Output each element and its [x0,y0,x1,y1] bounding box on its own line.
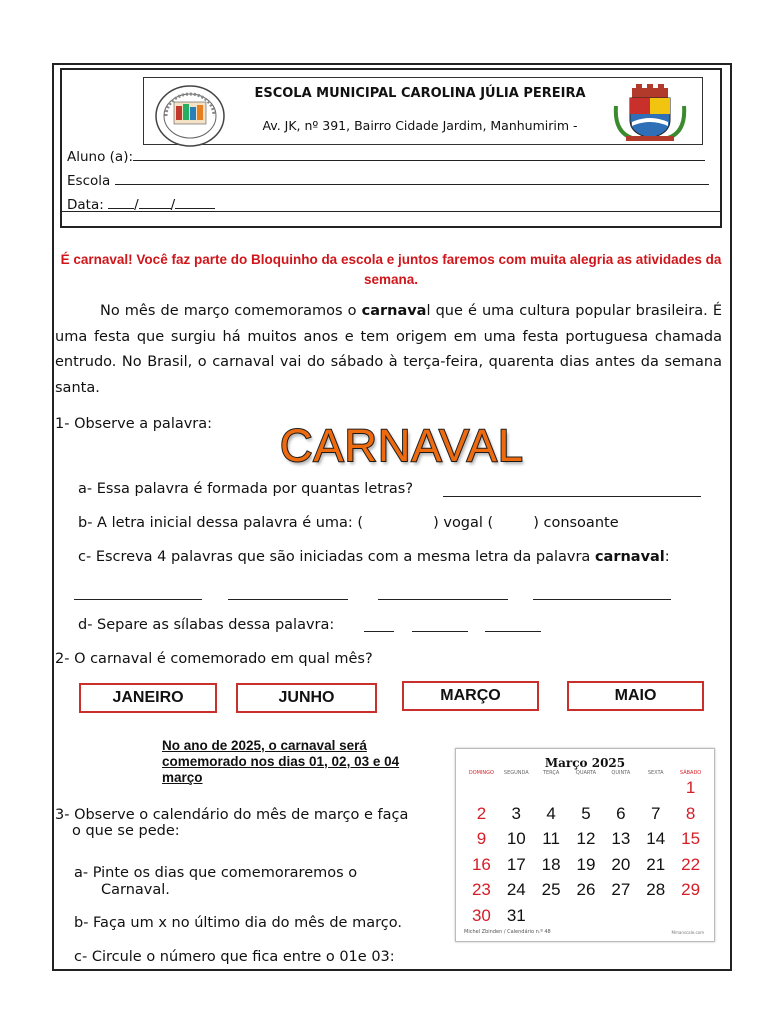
answer-1c-blank-2[interactable] [228,599,348,600]
option-maio[interactable]: MAIO [567,681,704,711]
answer-1c-blank-1[interactable] [74,599,202,600]
answer-1c-blank-3[interactable] [378,599,508,600]
calendar-day[interactable]: 11 [542,829,560,848]
calendar-weekday: QUARTA [575,770,597,776]
calendar-day[interactable]: 26 [576,880,596,899]
school-field[interactable] [67,171,709,189]
calendar-day[interactable]: 14 [646,829,666,848]
school-name: ESCOLA MUNICIPAL CAROLINA JÚLIA PEREIRA [254,86,586,101]
intro-paragraph: No mês de março comemoramos o carnaval que é uma cultura popular brasileira. É uma festa que surgiu há muitos anos e tem origem em uma festa portuguesa chamada entrudo. No Brasil, o carnaval vai do sábado à terça-feira, quarenta dias antes da semana santa. [55,303,722,396]
calendar-day[interactable]: 4 [546,803,556,823]
calendar-day[interactable]: 18 [541,854,561,874]
carnaval-word-art: CARNAVAL [280,420,524,471]
question-2-title: 2- O carnaval é comemorado em qual mês? [55,651,373,667]
question-1d: d- Separe as sílabas dessa palavra: [78,617,335,633]
school-address: Av. JK, nº 391, Bairro Cidade Jardim, Manhumirim - [262,118,578,133]
calendar-day[interactable]: 29 [681,880,701,899]
date-day-blank[interactable] [108,195,134,209]
calendar-day[interactable]: 22 [681,854,701,874]
syllable-blank-1[interactable] [364,631,394,632]
calendar-empty-cell [603,775,638,801]
question-3b: b- Faça um x no último dia do mês de março. [74,915,402,931]
calendar-day[interactable]: 12 [576,829,596,848]
calendar-day[interactable]: 8 [685,803,696,823]
school-seal-logo [154,84,226,148]
syllable-blank-2[interactable] [412,631,468,632]
paragraph-bold: carnava [361,303,427,319]
date-year-blank[interactable] [175,195,215,209]
syllable-blank-3[interactable] [485,631,541,632]
calendar-weekday: DOMINGO [468,770,494,776]
date-field[interactable]: Data: / / [67,195,215,213]
calendar-title: Março 2025 [544,756,626,770]
header-divider [62,211,720,212]
calendar-weekday: SEGUNDA [503,770,529,776]
question-1-title: 1- Observe a palavra: [55,416,213,432]
school-label: Escola [67,173,111,189]
calendar-day[interactable]: 1 [685,778,696,797]
question-3-title: 3- Observe o calendário do mês de março e faça o que se pede: [55,807,409,839]
intro-heading: É carnaval! Você faz parte do Bloquinho da escola e juntos faremos com muita alegria as atividades da semana. [60,252,722,287]
calendar-day[interactable]: 15 [681,829,701,848]
calendar-day[interactable]: 19 [576,854,596,874]
calendar-footer-right: Mmanscale.com [671,930,704,935]
question-3c: c- Circule o número que fica entre o 01e 03: [74,949,395,965]
calendar-day[interactable]: 25 [541,880,561,899]
calendar-day[interactable]: 13 [611,829,631,848]
date-month-blank[interactable] [139,195,171,209]
student-blank[interactable] [133,147,705,161]
calendar-day[interactable]: 21 [646,854,666,874]
calendar-grid [464,775,708,928]
calendar-day[interactable]: 5 [581,803,591,823]
calendar-weekday: TERÇA [542,770,560,776]
march-calendar [455,748,715,942]
calendar-weekday: SÁBADO [679,770,702,776]
calendar-footer: Michel Zbinden / Calendário n.º 48 [464,929,551,935]
calendar-day[interactable]: 31 [506,905,526,925]
answer-1c-blank-4[interactable] [533,599,671,600]
question-3a: a- Pinte os dias que comemoraremos o Carnaval. [74,865,358,898]
calendar-day[interactable]: 6 [616,803,626,823]
calendar-day[interactable]: 7 [650,803,661,823]
question-1b: b- A letra inicial dessa palavra é uma: ( ) vogal ( ) consoante [78,515,619,531]
option-janeiro[interactable]: JANEIRO [79,683,217,713]
option-marco[interactable]: MARÇO [402,681,539,711]
calendar-empty-cell [569,775,604,801]
calendar-empty-cell [534,775,569,801]
calendar-day[interactable]: 17 [506,854,526,874]
calendar-day[interactable]: 30 [471,905,491,925]
calendar-empty-cell [499,775,534,801]
calendar-day[interactable]: 16 [471,854,491,874]
calendar-day[interactable]: 2 [476,803,487,823]
calendar-day[interactable]: 27 [611,880,631,899]
carnival-date-note: No ano de 2025, o carnaval será comemorado nos dias 01, 02, 03 e 04 março [162,738,400,785]
calendar-day[interactable]: 28 [646,880,666,899]
calendar-day[interactable]: 9 [476,829,487,848]
option-junho[interactable]: JUNHO [236,683,377,713]
student-field[interactable] [67,147,705,165]
calendar-empty-cell [464,775,499,801]
calendar-weekday: QUINTA [611,770,631,776]
calendar-day[interactable]: 20 [611,854,631,874]
calendar-day[interactable]: 3 [511,803,521,823]
calendar-day[interactable]: 24 [506,880,526,899]
question-1a: a- Essa palavra é formada por quantas letras? [78,481,414,497]
question-1c: c- Escreva 4 palavras que são iniciadas com a mesma letra da palavra carnaval: [78,549,670,565]
calendar-empty-cell [638,775,673,801]
city-crest-logo [612,84,688,142]
calendar-weekday: SEXTA [647,770,664,776]
answer-1a-blank[interactable] [443,496,701,497]
calendar-day[interactable]: 23 [471,880,491,899]
date-label: Data: [67,197,104,213]
school-blank[interactable] [115,171,709,185]
calendar-day[interactable]: 10 [506,829,526,848]
student-label: Aluno (a): [67,149,134,165]
